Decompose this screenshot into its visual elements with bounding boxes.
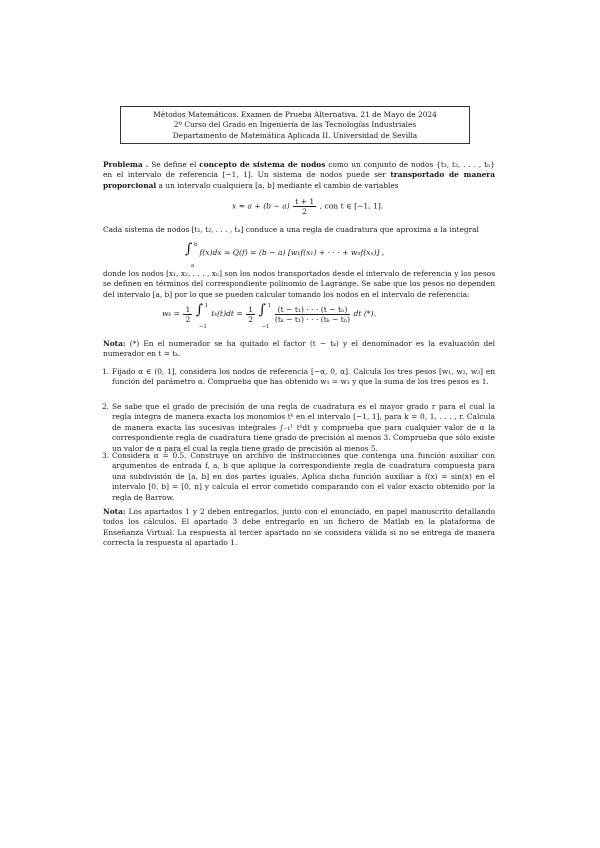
list-item-text: Fijado α ∈ (0, 1], considera los nodos de referencia [−α, 0, α]. Calcula los tres pesos [w₁, w₂, w₃] en función del parámetro α. Comprueba que has obtenido w₁ = w₃ y que la suma de los tres pesos es 1. [112, 367, 495, 387]
eq3-fraction-2 [246, 305, 255, 324]
eq3-f2-num: 1 [248, 304, 254, 314]
equation-quadrature [185, 241, 385, 269]
equation-change-of-variables [232, 197, 383, 216]
eq3-int2-upper: 1 [267, 303, 271, 309]
problem-title: Problema . [103, 160, 149, 169]
eq2-upper: b [194, 242, 198, 248]
eq3-f1-den: 2 [185, 314, 191, 324]
eq3-f1-num: 1 [185, 304, 191, 314]
integral-sign-icon: ∫ [185, 241, 193, 257]
eq3-int1-lower: −1 [198, 324, 207, 330]
list-item-text: Considera α = 0.5. Construye un archivo de instrucciones que contenga una función auxiliar con argumentos de entrada f, a, b que aplique la correspondiente regla de cuadratura compuesta para una subdivisión de [a, b] en dos partes iguales. Aplica dicha función auxiliar a f(x) = sin(x) en el intervalo [0, b] = [0, π] y calcula el error cometido comparando con el valor exacto obtenido por la regla de Barrow. [112, 451, 495, 502]
header-line-3: Departamento de Matemática Aplicada II. Universidad de Sevilla [172, 130, 418, 140]
integral-sign-icon: ∫ [258, 302, 266, 318]
eq3-integral-2 [258, 302, 271, 330]
intro-term-2: transportado de manera proporcional [103, 170, 495, 190]
eq3-int2-lower: −1 [261, 324, 270, 330]
final-note [103, 507, 495, 549]
eq2-body: f(x)dx ≃ Q(f) = (b − a) [w₁f(x₁) + · · · + wₙf(xₙ)] , [199, 248, 385, 257]
eq3-integral-1 [195, 302, 209, 330]
eq3-fraction-1 [183, 305, 192, 324]
note-asterisk [103, 339, 495, 360]
eq2-lower: a [191, 263, 195, 269]
paragraph-nodes: donde los nodos [x₁, x₂, . . . , xₙ] son los nodos transportados desde el intervalo de referencia y los pesos se definen en términos del correspondiente polinomio de Lagrange. Se sabe que los pesos no dependen del intervalo [a, b] por lo que se pueden calcular tomando los nodos en el intervalo de referencia: [103, 269, 495, 299]
intro-part-a: Se define el [148, 160, 200, 169]
intro-term-1: concepto de sistema de nodos [199, 160, 326, 169]
equation-weights [162, 302, 376, 330]
list-item-number: 1. [102, 367, 110, 376]
list-item-number: 3. [102, 451, 110, 460]
eq1-num: t + 1 [295, 197, 315, 206]
eq1-fraction [293, 197, 316, 216]
intro-part-c: a un intervalo cualquiera [a, b] mediante el cambio de variables [156, 180, 399, 190]
list-item-number: 2. [102, 402, 110, 411]
eq2-integral [185, 241, 198, 269]
eq3-left: wₖ = [162, 309, 181, 318]
list-item-3 [102, 451, 495, 503]
eq3-f3-num: (t − t₁) · · · (t − tₙ) [275, 305, 350, 315]
intro-part-b: como un conjunto de nodos {t₁, t₂, . . . , tₙ} en el intervalo de referencia [−1, 1]. Un sistema de nodos puede ser [103, 160, 495, 180]
eq1-den: 2 [302, 207, 308, 216]
header-line-2: 2º Curso del Grado en Ingeniería de las Tecnologías Industriales [173, 120, 417, 130]
final-note-label: Nota: [103, 507, 126, 516]
eq3-int1-upper: 1 [204, 303, 209, 309]
eq3-fraction-3 [275, 305, 350, 324]
eq1-right: , con t ∈ [−1, 1]. [319, 201, 384, 211]
list-item-text: Se sabe que el grado de precisión de una regla de cuadratura es el mayor grado r para el cual la regla integra de manera exacta los monomios tᵏ en el intervalo [−1, 1], para k = 0, 1, . . . , r. Calcula de manera exacta las sucesivas integrales ∫₋₁¹ tᵏdt y comprueba que para cualquier valor de α la correspondiente regla de cuadratura tiene grado de precisión al menos 3. Comprueba que sólo existe un valor de α para el cual la regla tiene grado de precisión al menos 5. [112, 402, 495, 453]
note-label: Nota: [103, 339, 126, 348]
eq3-mid: ℓₖ(t)dt = [211, 309, 243, 318]
eq3-right: dt (*). [353, 309, 376, 318]
problem-intro [103, 160, 495, 191]
header-line-1: Métodos Matemáticos. Examen de Prueba Alternativa. 21 de Mayo de 2024 [153, 110, 437, 119]
note-text: (*) En el numerador se ha quitado el factor (t − tₖ) y el denominador es la evaluación del numerador en t = tₖ. [103, 339, 495, 359]
paragraph-quadrature: Cada sistema de nodos [t₁, t₂, . . . , tₙ] conduce a una regla de cuadratura que aproxima a la integral [103, 225, 479, 234]
list-item-2 [102, 402, 495, 454]
eq1-left: x = a + (b − a) [232, 201, 290, 211]
integral-sign-icon: ∫ [195, 302, 204, 318]
eq3-f3-den: (tₖ − t₁) · · · (tₖ − tₙ) [274, 314, 351, 324]
eq3-f2-den: 2 [248, 314, 254, 324]
final-note-text: Los apartados 1 y 2 deben entregarlos, junto con el enunciado, en papel manuscrito detallando todos los cálculos. El apartado 3 debe entregarlo en un fichero de Matlab en la plataforma de Enseñanza Virtual. La respuesta al tercer apartado no se considera válida si no se entrega de manera correcta la respuesta al apartado 1. [103, 507, 495, 548]
list-item-1 [102, 367, 495, 388]
exam-header [120, 106, 470, 144]
